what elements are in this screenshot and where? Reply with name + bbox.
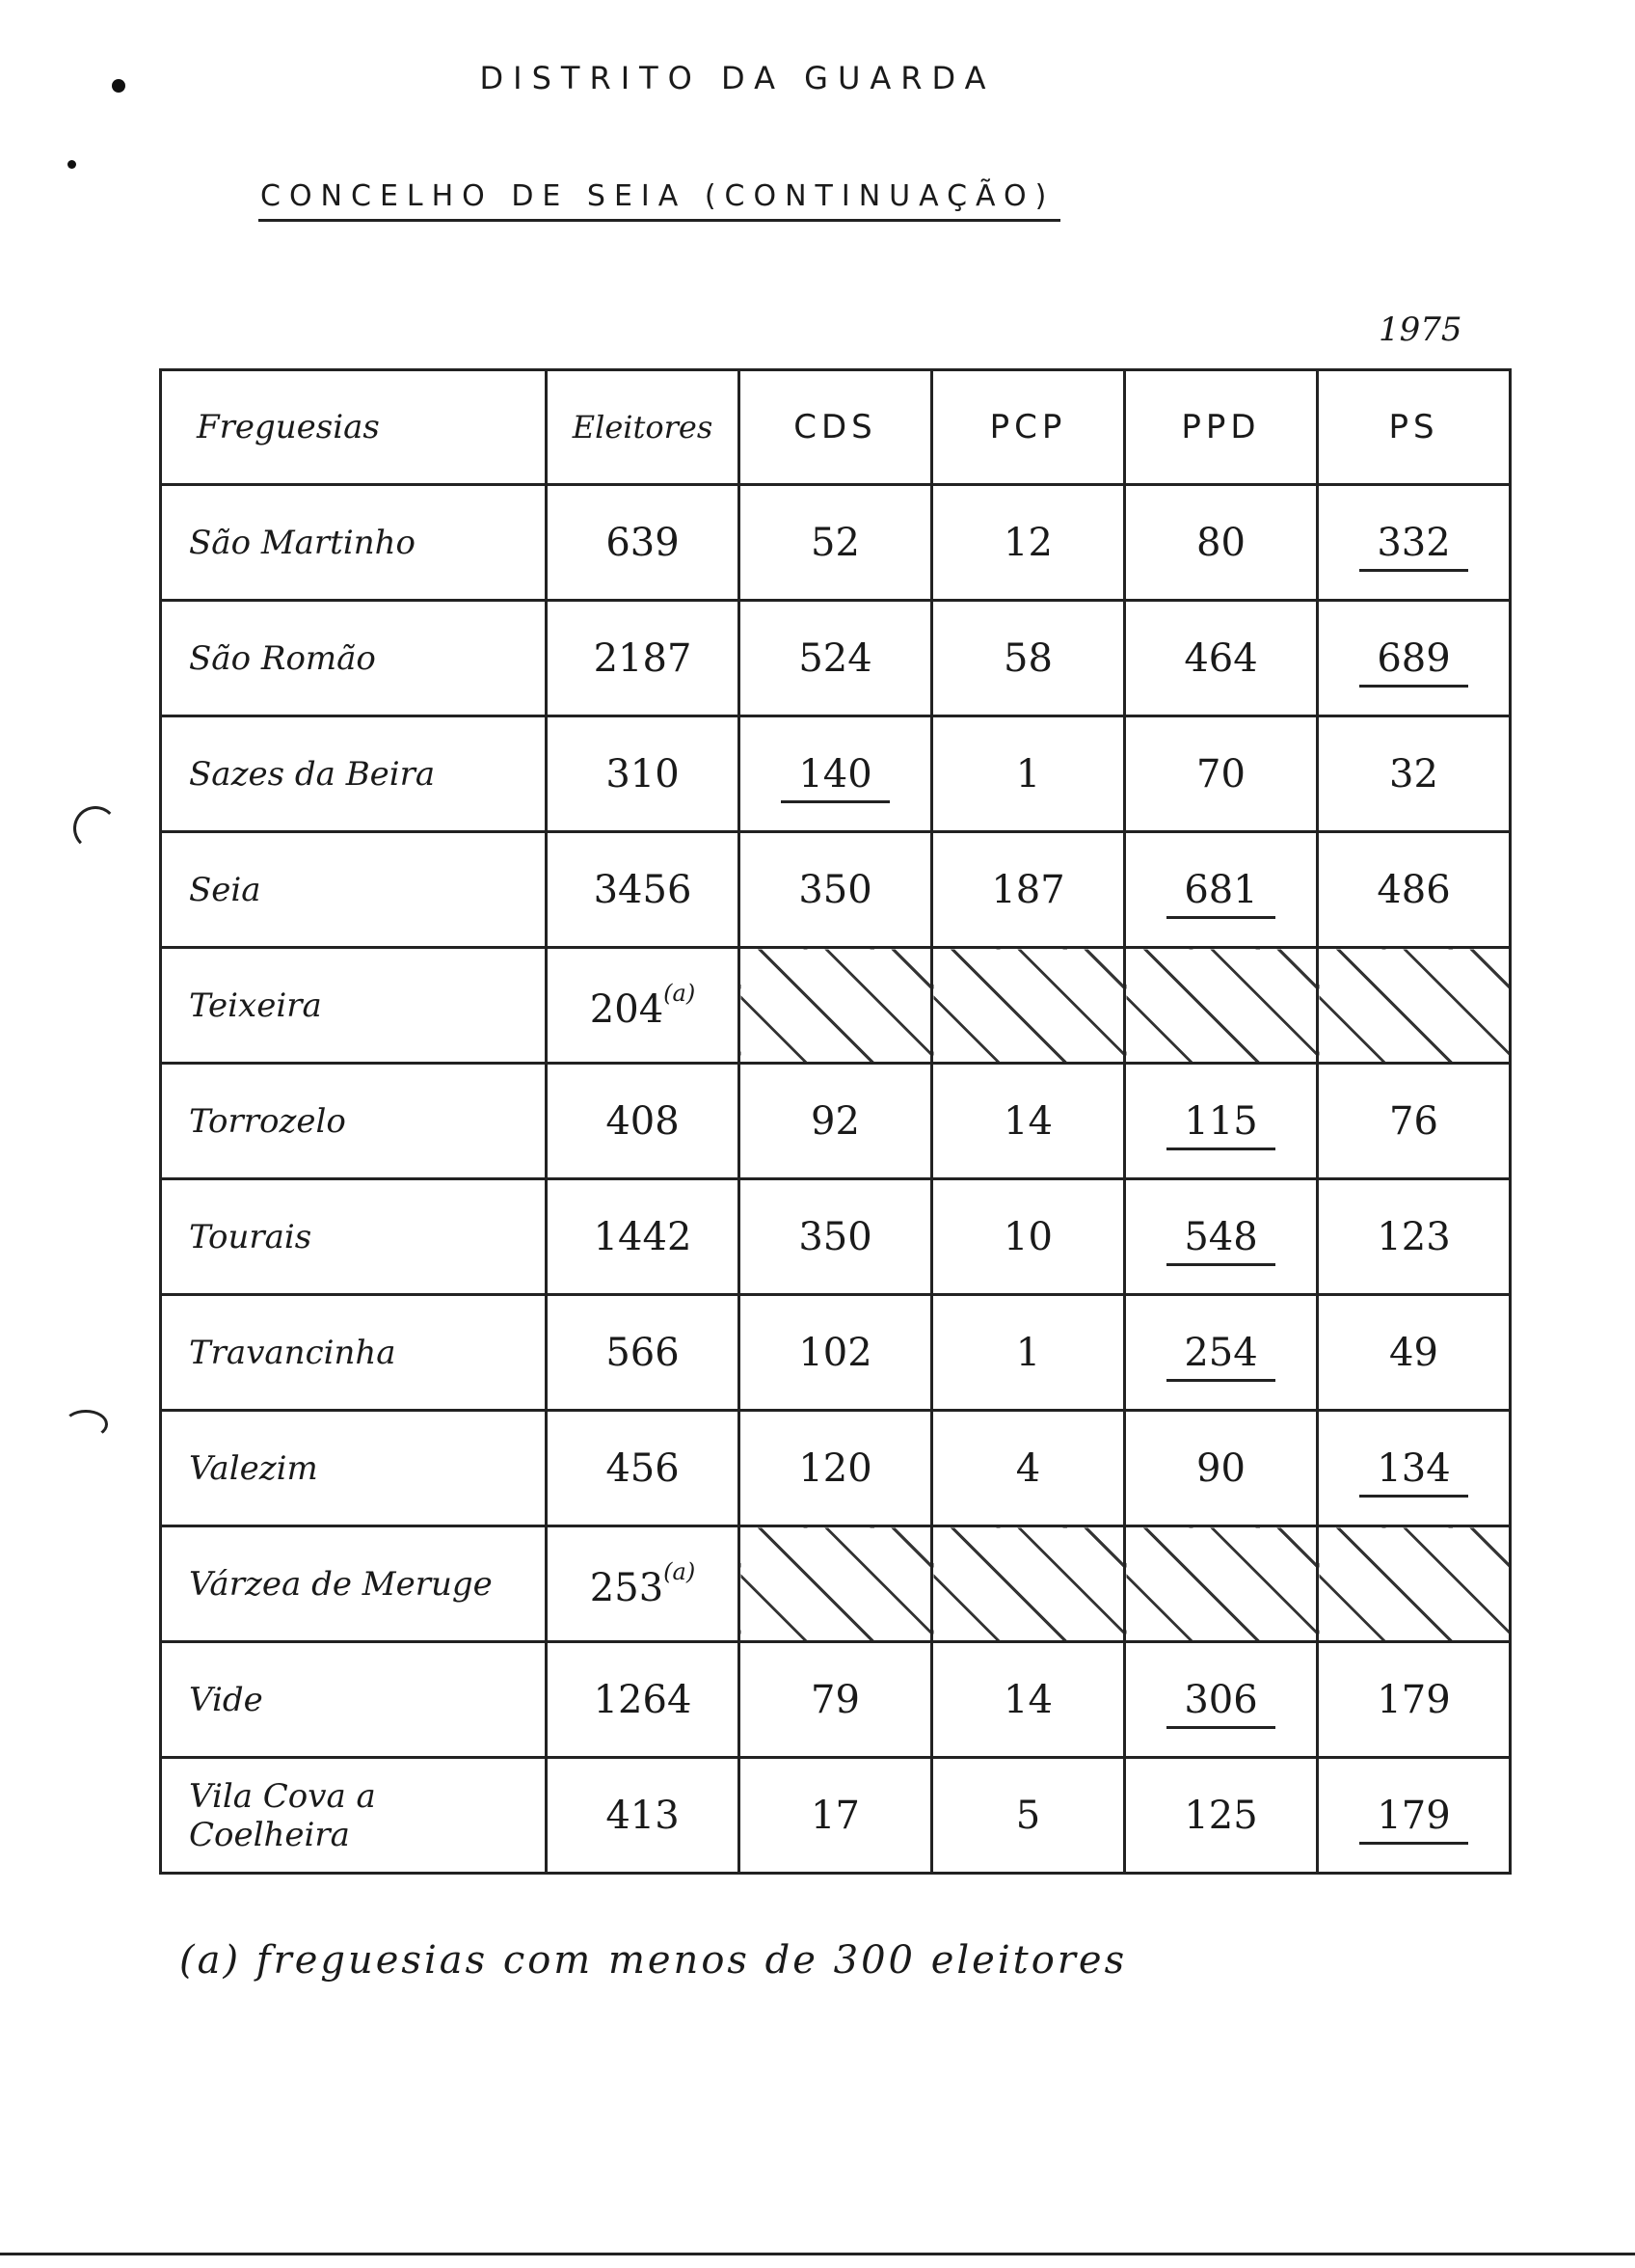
pcp-votes-value: 4 <box>1015 1445 1041 1491</box>
binder-ring-mark <box>64 1410 108 1439</box>
pcp-votes-cell <box>932 832 1125 948</box>
table-row <box>161 832 1511 948</box>
column-header-freguesias: Freguesias <box>161 370 547 485</box>
pcp-votes-value: 12 <box>1004 520 1053 565</box>
freguesia-name: Sazes da Beira <box>161 716 547 832</box>
ps-votes-value: 689 <box>1359 636 1467 688</box>
cds-votes-value: 92 <box>811 1098 860 1144</box>
eleitores-cell <box>547 948 739 1064</box>
table-row <box>161 1642 1511 1758</box>
eleitores-cell <box>547 1179 739 1295</box>
cds-votes-value: 120 <box>798 1445 872 1491</box>
eleitores-cell <box>547 832 739 948</box>
ps-votes-value: 332 <box>1359 521 1467 572</box>
eleitores-cell <box>547 1295 739 1411</box>
table-row <box>161 716 1511 832</box>
hatched-cell-ppd <box>1125 1526 1318 1642</box>
ppd-votes-cell <box>1125 1758 1318 1874</box>
ps-votes-cell <box>1318 1411 1511 1526</box>
eleitores-value: 566 <box>605 1330 680 1375</box>
year-label: 1975 <box>1379 310 1462 349</box>
freguesia-name: Teixeira <box>161 948 547 1064</box>
pcp-votes-value: 10 <box>1004 1214 1053 1259</box>
table-header-row <box>161 370 1511 485</box>
cds-votes-value: 52 <box>811 520 860 565</box>
eleitores-value: 2187 <box>593 635 692 681</box>
ps-votes-value: 179 <box>1359 1794 1467 1845</box>
ps-votes-cell <box>1318 832 1511 948</box>
freguesia-name: Tourais <box>161 1179 547 1295</box>
footnote-marker: (a) <box>663 1557 696 1585</box>
ps-votes-cell <box>1318 485 1511 601</box>
pcp-votes-cell <box>932 1064 1125 1179</box>
cds-votes-cell <box>739 1411 932 1526</box>
pcp-votes-value: 1 <box>1015 751 1041 796</box>
column-header-cds: CDS <box>739 370 932 485</box>
eleitores-cell <box>547 1064 739 1179</box>
cds-votes-cell <box>739 1064 932 1179</box>
ps-votes-cell <box>1318 1064 1511 1179</box>
pcp-votes-cell <box>932 601 1125 716</box>
cds-votes-value: 102 <box>798 1330 872 1375</box>
eleitores-value: 310 <box>605 751 680 796</box>
eleitores-value: 3456 <box>593 867 692 912</box>
freguesia-name: Torrozelo <box>161 1064 547 1179</box>
ppd-votes-value: 70 <box>1196 751 1246 796</box>
table-row <box>161 1064 1511 1179</box>
pcp-votes-cell <box>932 1295 1125 1411</box>
ppd-votes-value: 125 <box>1184 1793 1258 1838</box>
ppd-votes-cell <box>1125 601 1318 716</box>
freguesia-name: Valezim <box>161 1411 547 1526</box>
eleitores-value: 639 <box>605 520 680 565</box>
eleitores-cell <box>547 1411 739 1526</box>
cds-votes-value: 140 <box>781 752 889 803</box>
table-row <box>161 485 1511 601</box>
pcp-votes-cell <box>932 716 1125 832</box>
table-row <box>161 1411 1511 1526</box>
freguesia-name: Vila Cova a Coelheira <box>161 1758 547 1874</box>
pcp-votes-value: 58 <box>1004 635 1053 681</box>
ppd-votes-cell <box>1125 1411 1318 1526</box>
table-row <box>161 1179 1511 1295</box>
ps-votes-value: 123 <box>1377 1214 1451 1259</box>
pcp-votes-cell <box>932 1411 1125 1526</box>
ps-votes-cell <box>1318 716 1511 832</box>
ppd-votes-value: 90 <box>1196 1445 1246 1491</box>
ppd-votes-cell <box>1125 716 1318 832</box>
cds-votes-cell <box>739 716 932 832</box>
ppd-votes-value: 254 <box>1166 1331 1274 1382</box>
binder-ring-mark <box>73 806 118 850</box>
ppd-votes-value: 306 <box>1166 1678 1274 1729</box>
ps-votes-value: 486 <box>1377 867 1451 912</box>
freguesia-name: Travancinha <box>161 1295 547 1411</box>
pcp-votes-cell <box>932 1758 1125 1874</box>
eleitores-value: 204 <box>589 986 664 1032</box>
footnote: (a) freguesias com menos de 300 eleitores <box>179 1938 1128 1983</box>
eleitores-value: 408 <box>605 1098 680 1144</box>
ps-votes-cell <box>1318 1179 1511 1295</box>
ps-votes-cell <box>1318 601 1511 716</box>
hatched-cell-ps <box>1318 948 1511 1064</box>
freguesia-name: São Martinho <box>161 485 547 601</box>
table-row <box>161 1758 1511 1874</box>
pcp-votes-value: 14 <box>1004 1677 1053 1722</box>
table-row <box>161 948 1511 1064</box>
cds-votes-cell <box>739 832 932 948</box>
column-header-eleitores: Eleitores <box>547 370 739 485</box>
pcp-votes-cell <box>932 485 1125 601</box>
ppd-votes-cell <box>1125 485 1318 601</box>
ppd-votes-value: 464 <box>1184 635 1258 681</box>
ps-votes-value: 49 <box>1389 1330 1438 1375</box>
ppd-votes-value: 548 <box>1166 1215 1274 1266</box>
freguesia-name: Várzea de Meruge <box>161 1526 547 1642</box>
cds-votes-cell <box>739 485 932 601</box>
eleitores-cell <box>547 1642 739 1758</box>
ppd-votes-cell <box>1125 1064 1318 1179</box>
hatched-cell-pcp <box>932 948 1125 1064</box>
table-row <box>161 1526 1511 1642</box>
hatched-cell-cds <box>739 1526 932 1642</box>
ppd-votes-value: 80 <box>1196 520 1246 565</box>
punch-hole-mark <box>67 160 76 169</box>
ppd-votes-cell <box>1125 1295 1318 1411</box>
table-row <box>161 1295 1511 1411</box>
eleitores-cell <box>547 1526 739 1642</box>
ppd-votes-cell <box>1125 1642 1318 1758</box>
ps-votes-cell <box>1318 1642 1511 1758</box>
pcp-votes-value: 1 <box>1015 1330 1041 1375</box>
hatched-cell-ppd <box>1125 948 1318 1064</box>
ppd-votes-value: 115 <box>1166 1099 1274 1150</box>
eleitores-cell <box>547 601 739 716</box>
eleitores-cell <box>547 485 739 601</box>
freguesia-name: Seia <box>161 832 547 948</box>
pcp-votes-value: 14 <box>1004 1098 1053 1144</box>
cds-votes-cell <box>739 1642 932 1758</box>
cds-votes-value: 79 <box>811 1677 860 1722</box>
ps-votes-value: 179 <box>1377 1677 1451 1722</box>
page-bottom-rule <box>0 2253 1635 2255</box>
cds-votes-value: 17 <box>811 1793 860 1838</box>
pcp-votes-cell <box>932 1179 1125 1295</box>
column-header-pcp: PCP <box>932 370 1125 485</box>
eleitores-value: 1442 <box>593 1214 692 1259</box>
ps-votes-value: 76 <box>1389 1098 1438 1144</box>
cds-votes-cell <box>739 601 932 716</box>
ps-votes-value: 32 <box>1389 751 1438 796</box>
pcp-votes-value: 5 <box>1015 1793 1041 1838</box>
table-row <box>161 601 1511 716</box>
column-header-ps: PS <box>1318 370 1511 485</box>
cds-votes-value: 524 <box>798 635 872 681</box>
ppd-votes-cell <box>1125 1179 1318 1295</box>
freguesia-name: Vide <box>161 1642 547 1758</box>
page-title: DISTRITO DA GUARDA <box>479 60 996 96</box>
cds-votes-cell <box>739 1179 932 1295</box>
cds-votes-value: 350 <box>798 867 872 912</box>
cds-votes-value: 350 <box>798 1214 872 1259</box>
eleitores-value: 413 <box>605 1793 680 1838</box>
hatched-cell-cds <box>739 948 932 1064</box>
ps-votes-cell <box>1318 1295 1511 1411</box>
eleitores-value: 1264 <box>593 1677 692 1722</box>
eleitores-value: 456 <box>605 1445 680 1491</box>
page-subtitle: CONCELHO DE SEIA (CONTINUAÇÃO) <box>258 179 1060 222</box>
ps-votes-value: 134 <box>1359 1446 1467 1498</box>
cds-votes-cell <box>739 1758 932 1874</box>
eleitores-cell <box>547 1758 739 1874</box>
eleitores-cell <box>547 716 739 832</box>
cds-votes-cell <box>739 1295 932 1411</box>
results-table <box>159 368 1512 1875</box>
eleitores-value: 253 <box>589 1565 664 1610</box>
column-header-ppd: PPD <box>1125 370 1318 485</box>
pcp-votes-cell <box>932 1642 1125 1758</box>
ps-votes-cell <box>1318 1758 1511 1874</box>
ppd-votes-cell <box>1125 832 1318 948</box>
hatched-cell-ps <box>1318 1526 1511 1642</box>
hatched-cell-pcp <box>932 1526 1125 1642</box>
footnote-marker: (a) <box>663 979 696 1007</box>
ppd-votes-value: 681 <box>1166 868 1274 919</box>
table-body <box>161 485 1511 1874</box>
pcp-votes-value: 187 <box>991 867 1065 912</box>
freguesia-name: São Romão <box>161 601 547 716</box>
